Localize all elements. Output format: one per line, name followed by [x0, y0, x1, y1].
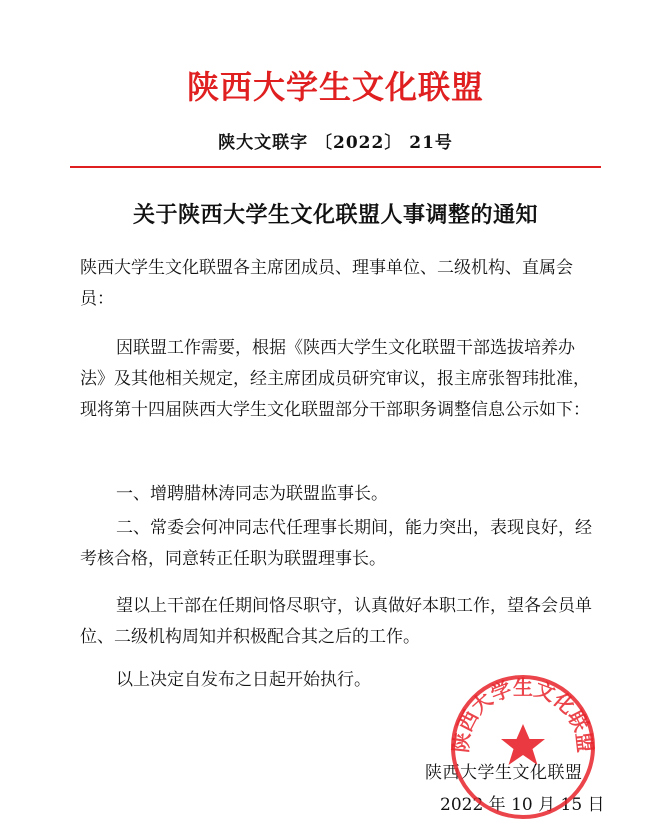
- body-paragraph-3: 以上决定自发布之日起开始执行。: [116, 670, 371, 690]
- notice-title: 关于陕西大学生文化联盟人事调整的通知: [132, 202, 538, 228]
- list-item-1: 一、增聘腊林涛同志为联盟监事长。: [116, 484, 388, 504]
- official-seal: [448, 672, 598, 822]
- salutation: 陕西大学生文化联盟各主席团成员、理事单位、二级机构、直属会员：: [80, 258, 573, 309]
- red-divider-line: [70, 166, 601, 168]
- body-paragraph-2: 望以上干部在任期间恪尽职守，认真做好本职工作，望各会员单位、二级机构周知并积极配合其之后的工作。: [80, 596, 592, 647]
- document-number: 陕大文联字 〔2022〕 21号: [218, 133, 453, 153]
- org-title: 陕西大学生文化联盟: [186, 68, 484, 106]
- body-paragraph-1: 因联盟工作需要，根据《陕西大学生文化联盟干部选拔培养办法》及其他相关规定，经主席团成员研究审议，报主席张智玮批准，现将第十四届陕西大学生文化联盟部分干部职务调整信息公示如下：: [80, 338, 590, 420]
- list-item-2: 二、常委会何冲同志代任理事长期间，能力突出，表现良好，经考核合格，同意转正任职为联盟理事长。: [80, 518, 592, 569]
- signature-org: 陕西大学生文化联盟: [425, 763, 583, 783]
- seal-star-icon: [501, 724, 545, 765]
- seal-text: 陕西大学生文化联盟: [448, 675, 598, 754]
- signature-date: 2022 年 10 月 15 日: [440, 795, 605, 815]
